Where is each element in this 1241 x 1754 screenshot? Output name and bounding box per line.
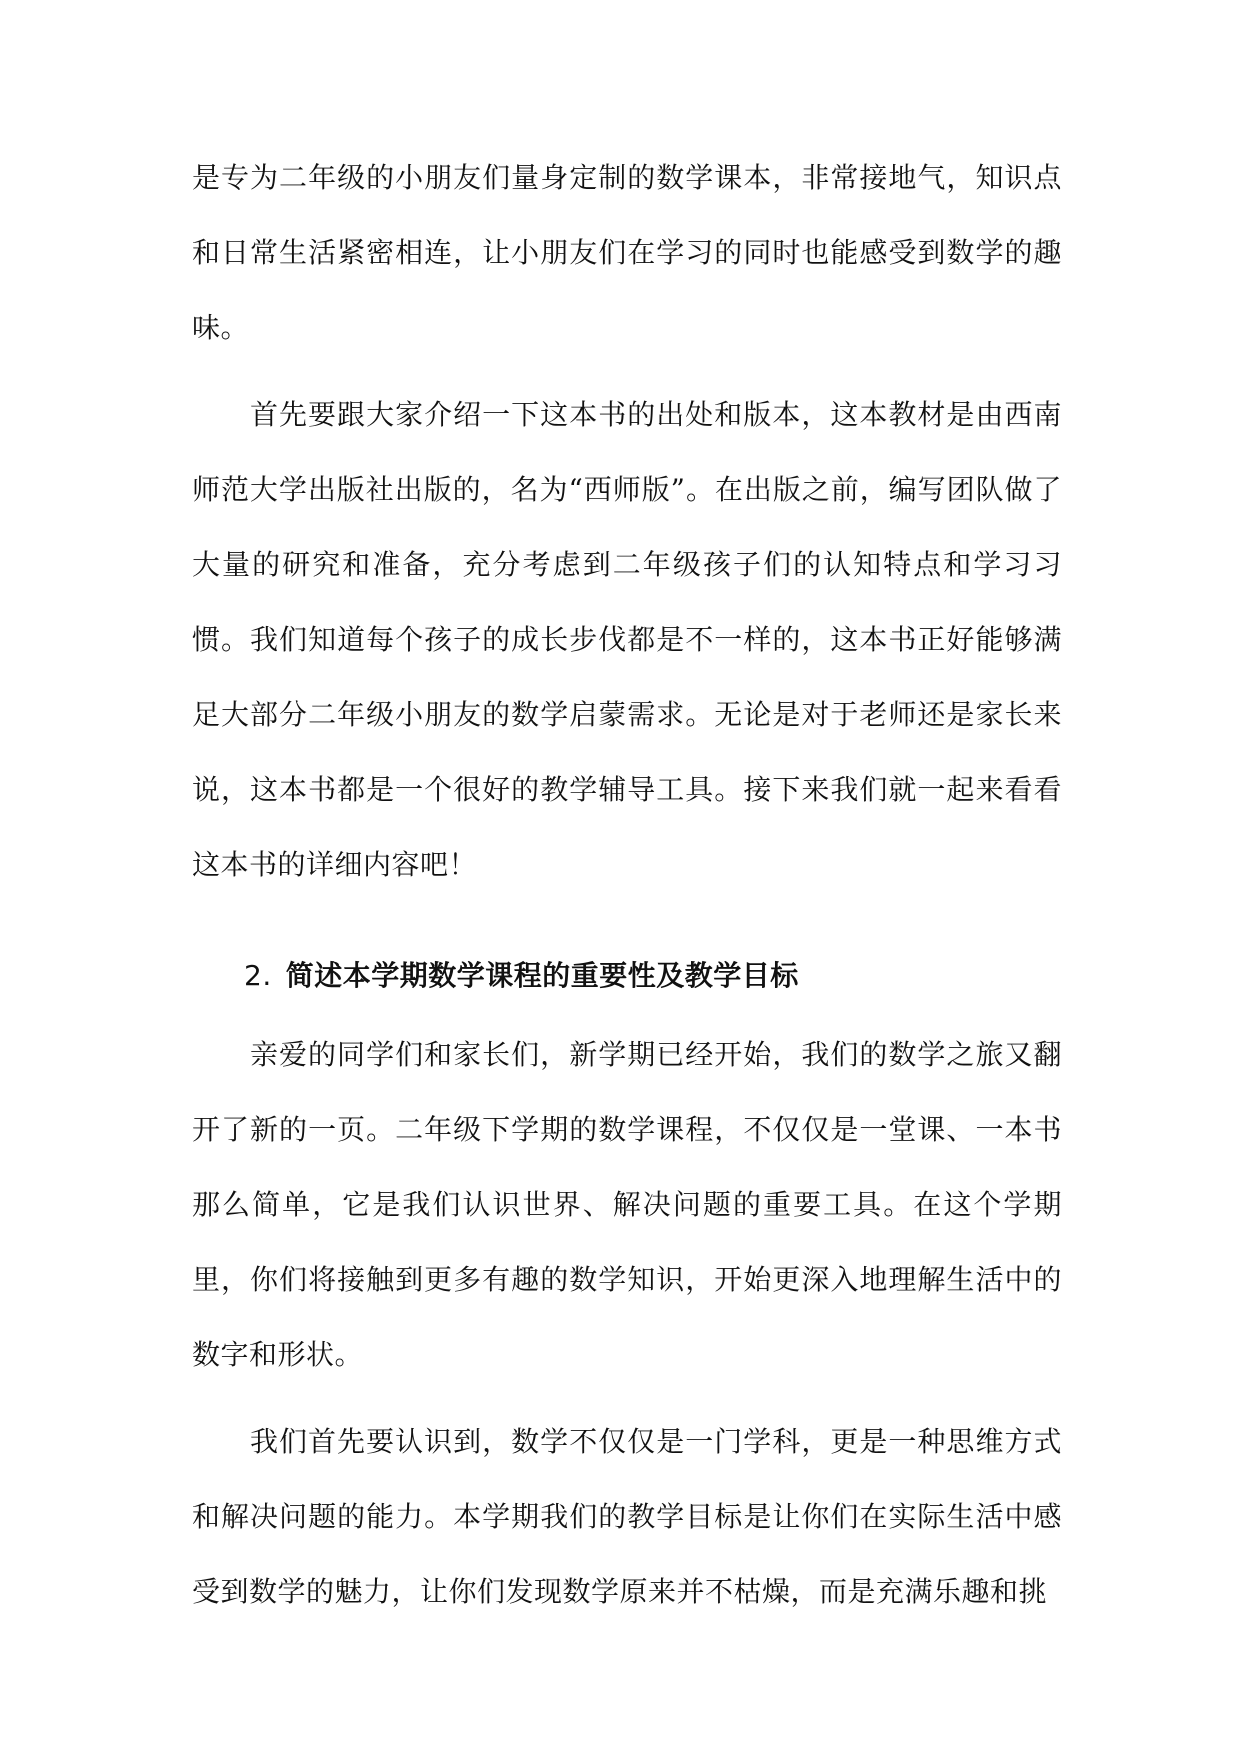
paragraph-textbook-origin: 首先要跟大家介绍一下这本书的出处和版本，这本教材是由西南师范大学出版社出版的，名为“西师版”。在出版之前，编写团队做了大量的研究和准备，充分考虑到二年级孩子们的认知特点和学习习惯。我们知道每个孩子的成长步伐都是不一样的，这本书正好能够满足大部分二年级小朋友的数学启蒙需求。无论是对于老师还是家长来说，这本书都是一个很好的教学辅导工具。接下来我们就一起来看看这本书的详细内容吧！ [192,398,1062,881]
paragraph-teaching-goals: 我们首先要认识到，数学不仅仅是一门学科，更是一种思维方式和解决问题的能力。本学期我们的教学目标是让你们在实际生活中感受到数学的魅力，让你们发现数学原来并不枯燥，而是充满乐趣和挑 [192,1425,1062,1608]
section-heading [192,938,1062,1013]
section-number: 2. [244,959,272,992]
paragraph-continuation: 是专为二年级的小朋友们量身定制的数学课本，非常接地气，知识点和日常生活紧密相连，让小朋友们在学习的同时也能感受到数学的趣味。 [192,161,1062,344]
paragraph-new-semester: 亲爱的同学们和家长们，新学期已经开始，我们的数学之旅又翻开了新的一页。二年级下学期的数学课程，不仅仅是一堂课、一本书那么简单，它是我们认识世界、解决问题的重要工具。在这个学期里，你们将接触到更多有趣的数学知识，开始更深入地理解生活中的数字和形状。 [192,1038,1062,1371]
section-title: 简述本学期数学课程的重要性及教学目标 [285,959,799,992]
document-body [192,140,1062,1629]
